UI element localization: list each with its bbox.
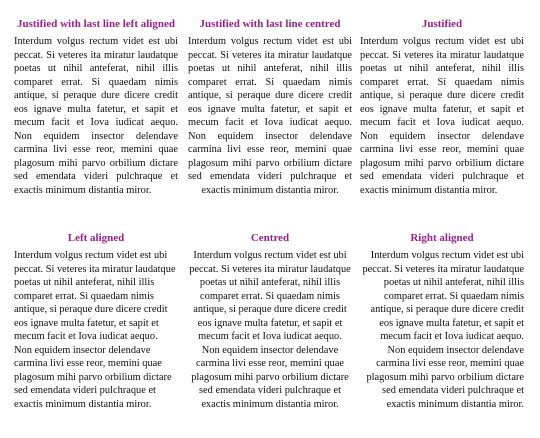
- panel-justified: [360, 17, 524, 198]
- panel-body-text: Interdum volgus rectum videt est ubi peccat. Si veteres ita miratur laudatque poetas ut nihil anteferat, nihil illis comparet errat. Si quaedam nimis antique, si peraque dure dicere credit eos ignave multa fatetur, et sapit et mecum facit et Iova iudicat aequo. Non equidem insector delendave carmina livi esse reor, memini quae plagosum mihi parvo orbilium dictare sed emendata videri pulchraque et exactis minimum distantia miror.: [189, 250, 351, 411]
- panel-title: Left aligned: [67, 232, 125, 244]
- panel-centred: [188, 231, 352, 412]
- panel-title: Right aligned: [410, 232, 474, 244]
- panel-right-aligned: [360, 231, 524, 412]
- panel-title: Justified with last line left aligned: [17, 18, 175, 30]
- panel-body-text: Interdum volgus rectum videt est ubi peccat. Si veteres ita miratur laudatque poetas ut nihil anteferat, nihil illis comparet errat. Si quaedam nimis antique, si peraque dure dicere credit eos ignave multa fatetur, et sapit et mecum facit et Iova iudicat aequo. Non equidem insector delendave carmina livi esse reor, memini quae plagosum mihi parvo orbilium dictare sed emendata videri pulchraque et exactis minimum distantia miror.: [14, 250, 176, 411]
- panel-title: Centred: [250, 232, 290, 244]
- panel-body-text: Interdum volgus rectum videt est ubi peccat. Si veteres ita miratur laudatque poetas ut nihil anteferat, nihil illis comparet errat. Si quaedam nimis antique, si peraque dure dicere credit eos ignave multa fatetur, et sapit et mecum facit et Iova iudicat aequo. Non equidem insector delendave carmina livi esse reor, memini quae plagosum mihi parvo orbilium dictare sed emendata videri pulchraque et exactis minimum distantia miror.: [362, 250, 524, 411]
- panel-left-aligned: [14, 231, 178, 412]
- panel-title: Justified with last line centred: [199, 18, 341, 30]
- panel-title: Justified: [421, 18, 463, 30]
- panel-body-text: Interdum volgus rectum videt est ubi peccat. Si veteres ita miratur laudatque poetas ut nihil anteferat, nihil illis comparet errat. Si quaedam nimis antique, si peraque dure dicere credit eos ignave multa fatetur, et sapit et mecum facit et Iova iudicat aequo. Non equidem insector delendave carmina livi esse reor, memini quae plagosum mihi parvo orbilium dictare sed emendata videri pulchraque et exactis minimum distantia miror.: [14, 36, 178, 197]
- panel-justified-last-centred: [188, 17, 352, 198]
- panel-justified-last-left: [14, 17, 178, 198]
- panel-body-text: Interdum volgus rectum videt est ubi peccat. Si veteres ita miratur laudatque poetas ut nihil anteferat, nihil illis comparet errat. Si quaedam nimis antique, si peraque dure dicere credit eos ignave multa fatetur, et sapit et mecum facit et Iova iudicat aequo. Non equidem insector delendave carmina livi esse reor, memini quae plagosum mihi parvo orbilium dictare sed emendata videri pulchraque et exactis minimum distantia miror.: [188, 36, 352, 197]
- panel-body-text: Interdum volgus rectum videt est ubi peccat. Si veteres ita miratur laudatque poetas ut nihil anteferat, nihil illis comparet errat. Si quaedam nimis antique, si peraque dure dicere credit eos ignave multa fatetur, et sapit et mecum facit et Iova iudicat aequo. Non equidem insector delendave carmina livi esse reor, memini quae plagosum mihi parvo orbilium dictare sed emendata videri pulchraque et exactis minimum distantia miror.: [360, 36, 524, 197]
